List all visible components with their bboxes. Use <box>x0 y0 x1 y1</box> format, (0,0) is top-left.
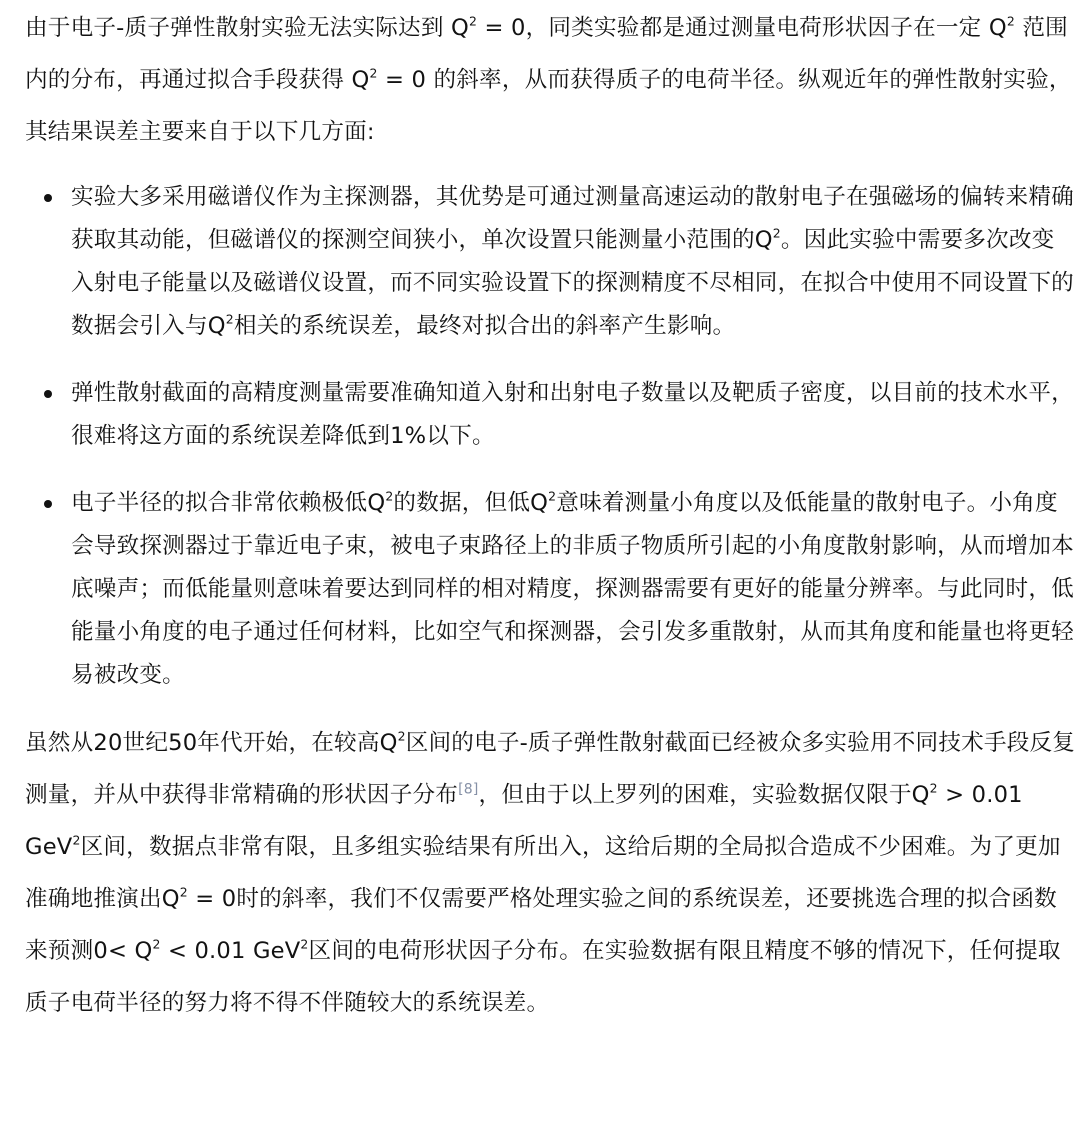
error-sources-list <box>25 176 1076 697</box>
list-item <box>25 482 1076 697</box>
conclusion-text: 虽然从20世纪50年代开始，在较高Q <box>25 730 398 756</box>
superscript: 2 <box>72 832 81 848</box>
superscript: 2 <box>1006 13 1015 29</box>
conclusion-text: < 0.01 GeV <box>160 938 301 964</box>
superscript: 2 <box>397 728 406 744</box>
list-item-text: 实验大多采用磁谱仪作为主探测器，其优势是可通过测量高速运动的散射电子在强磁场的偏转来精确获取其动能，但磁谱仪的探测空间狭小，单次设置只能测量小范围的Q <box>71 184 1074 253</box>
superscript: 2 <box>369 65 378 81</box>
list-item <box>25 372 1076 458</box>
bullet-dot-icon <box>44 194 52 202</box>
intro-text: 由于电子-质子弹性散射实验无法实际达到 Q <box>25 15 470 41</box>
conclusion-text: = 0时的斜率，我们不仅需要严格处理实验之间的系统误差，还要挑选合理的拟合函数来预测0< Q <box>25 886 1057 964</box>
superscript: 2 <box>772 225 781 241</box>
superscript: 2 <box>225 311 234 327</box>
conclusion-paragraph <box>25 717 1076 1029</box>
superscript: 2 <box>469 13 478 29</box>
superscript: 2 <box>548 488 557 504</box>
bullet-dot-icon <box>44 500 52 508</box>
intro-paragraph <box>25 2 1076 158</box>
list-item-text: 弹性散射截面的高精度测量需要准确知道入射和出射电子数量以及靶质子密度，以目前的技术水平，很难将这方面的系统误差降低到1%以下。 <box>71 380 1074 449</box>
superscript: 2 <box>152 936 161 952</box>
citation-link[interactable]: [8] <box>458 781 479 798</box>
list-item-text: 。因此实验中需要多次改变入射电子能量以及磁谱仪设置，而不同实验设置下的探测精度不尽相同，在拟合中使用不同设置下的数据会引入与Q <box>71 227 1074 339</box>
list-item-text: 电子半径的拟合非常依赖极低Q <box>71 490 386 516</box>
intro-text: = 0 的斜率，从而获得质子的电荷半径。纵观近年的弹性散射实验，其结果误差主要来自于以下几方面: <box>25 67 1072 145</box>
list-item <box>25 176 1076 348</box>
intro-text: = 0，同类实验都是通过测量电荷形状因子在一定 Q <box>477 15 1007 41</box>
superscript: 2 <box>385 488 394 504</box>
conclusion-text: 区间，数据点非常有限，且多组实验结果有所出入，这给后期的全局拟合造成不少困难。为了更加准确地推演出Q <box>25 834 1061 912</box>
superscript: 2 <box>179 884 188 900</box>
conclusion-text: ，但由于以上罗列的困难，实验数据仅限于Q <box>478 782 930 808</box>
list-item-text: 意味着测量小角度以及低能量的散射电子。小角度会导致探测器过于靠近电子束，被电子束路径上的非质子物质所引起的小角度散射影响，从而增加本底噪声；而低能量则意味着要达到同样的相对精度，探测器需要有更好的能量分辨率。与此同时，低能量小角度的电子通过任何材料，比如空气和探测器，会引发多重散射，从而其角度和能量也将更轻易被改变。 <box>71 490 1074 688</box>
list-item-text: 的数据，但低Q <box>393 490 549 516</box>
superscript: 2 <box>300 936 309 952</box>
conclusion-text: 区间的电子-质子弹性散射截面已经被众多实验用不同技术手段反复测量，并从中获得非常精确的形状因子分布 <box>25 730 1076 808</box>
conclusion-text: > 0.01 GeV <box>25 782 1023 860</box>
intro-text: 范围内的分布，再通过拟合手段获得 Q <box>25 15 1068 93</box>
list-item-text: 相关的系统误差，最终对拟合出的斜率产生影响。 <box>233 313 736 339</box>
conclusion-text: 区间的电荷形状因子分布。在实验数据有限且精度不够的情况下，任何提取质子电荷半径的努力将不得不伴随较大的系统误差。 <box>25 938 1061 1016</box>
bullet-dot-icon <box>44 390 52 398</box>
superscript: 2 <box>929 780 938 796</box>
